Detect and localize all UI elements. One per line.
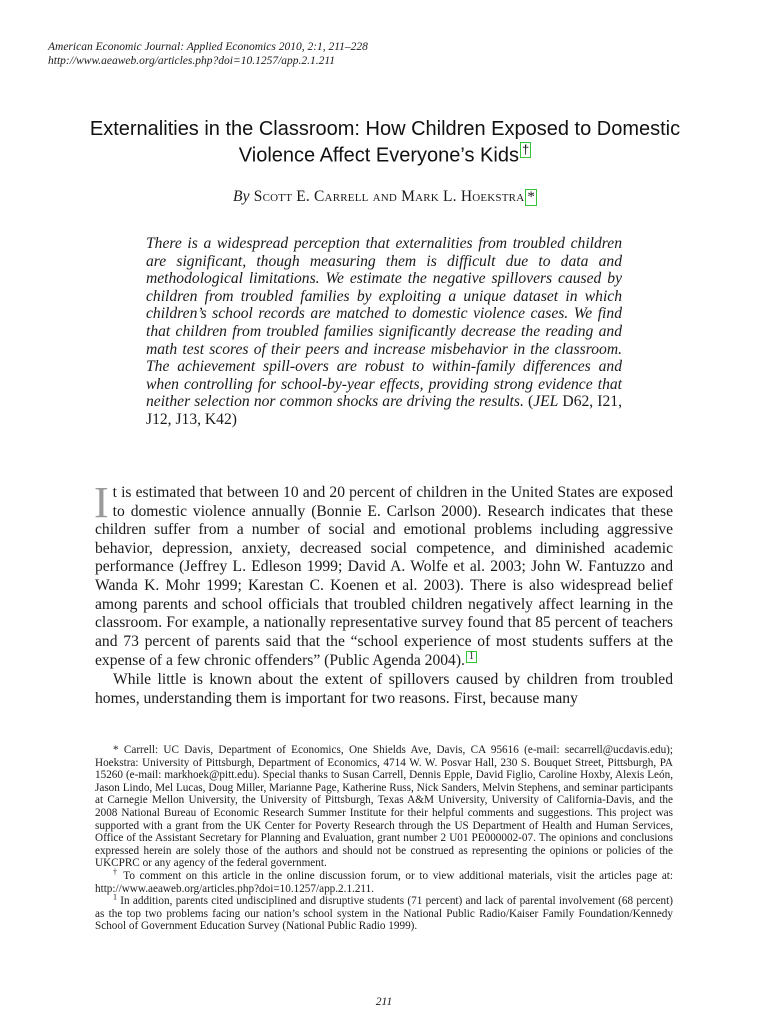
journal-citation: American Economic Journal: Applied Economics 2010, 2:1, 211–228 — [48, 41, 368, 53]
abstract-text: There is a widespread perception that externalities from troubled children are significant, though measuring them is difficult due to data and methodological limitations. We estimate the negative spillovers caused by children from troubled families by exploiting a unique dataset in which children’s school records are matched to domestic violence cases. We find that children from troubled families significantly decrease the reading and math test scores of their peers and increase misbehavior in the classroom. The achievement spill-overs are robust to within-family differences and when controlling for school-by-year effects, providing strong evidence that neither selection nor common shocks are driving the results. — [146, 235, 622, 411]
article-title-text: Externalities in the Classroom: How Children Exposed to Domestic Violence Affect Everyone’s Kids — [89, 118, 681, 167]
byline-and: and — [372, 188, 398, 205]
byline — [60, 188, 710, 206]
article-title — [60, 116, 710, 169]
paragraph-2: While little is known about the extent of spillovers caused by children from troubled homes, understanding them is important for two reasons. First, because many — [95, 671, 673, 707]
page-number: 211 — [375, 996, 393, 1008]
footnotes — [95, 744, 673, 933]
body-text — [94, 478, 673, 708]
paragraph-1 — [94, 478, 673, 671]
jel-label: JEL — [533, 393, 559, 411]
title-dagger-link[interactable]: † — [521, 142, 530, 157]
byline-by: By — [232, 188, 250, 205]
footnote-1 — [95, 892, 673, 933]
jel-open: ( — [527, 393, 534, 411]
journal-header — [48, 40, 728, 68]
author-hoekstra: Mark L. Hoekstra — [401, 188, 525, 205]
author-carrell: Scott E. Carrell — [253, 188, 369, 205]
footnote-1-text: In addition, parents cited undisciplined and disruptive students (71 percent) and lack of parental involvement (68 percent) as the top two problems facing our nation’s school system in the National Public Radio/Kaiser Family Foundation/Kennedy School of Government Education Survey (National Public Radio 1999). — [95, 895, 673, 933]
doi-link[interactable]: http://www.aeaweb.org/articles.php?doi=10.1257/app.2.1.211 — [48, 55, 336, 67]
footnote-star: * Carrell: UC Davis, Department of Economics, One Shields Ave, Davis, CA 95616 (e-mail: secarrell@ucdavis.edu); Hoekstra: University of Pittsburgh, Department of Economics, 4714 W. W. Posvar Hall, 230 S. Bouquet Street, Pittsburgh, PA 15260 (e-mail: markhoek@pitt.edu). Special thanks to Susan Carrell, Dennis Epple, David Figlio, Caroline Hoxby, Alexis León, Jason Lindo, Mel Lucas, Doug Miller, Marianne Page, Katherine Russ, Nick Sanders, Melvin Stephens, and seminar participants at Carnegie Mellon University, the University of Pittsburgh, Texas A&M University, University of California-Davis, and the 2008 National Bureau of Economic Research Summer Institute for their helpful comments and suggestions. This project was supported with a grant from the UK Center for Poverty Research through the US Department of Health and Human Services, Office of the Assistant Secretary for Planning and Evaluation, grant number 2 U01 PE000002-07. The opinions and conclusions expressed herein are solely those of the authors and should not be construed as representing the opinions or policies of the UKCPRC or any agency of the federal government. — [95, 744, 673, 870]
footnote-dagger-mark: † — [113, 867, 119, 877]
paragraph-1-text: t is estimated that between 10 and 20 percent of children in the United States are exposed to domestic violence annually (Bonnie E. Carlson 2000). Research indicates that these children suffer from a number of social and emotional problems including aggressive behavior, depression, anxiety, decreased social competence, and diminished academic performance (Jeffrey L. Edleson 1999; David A. Wolfe et al. 2003; John W. Fantuzzo and Wanda K. Mohr 1999; Karestan C. Koenen et al. 2003). There is also widespread belief among parents and school officials that troubled children negatively affect learning in the classroom. For example, a nationally representative survey found that 85 percent of teachers and 73 percent of parents said that the “school experience of most students suffers at the expense of a few chronic offenders” (Public Agenda 2004). — [95, 484, 673, 670]
author-footnote-link[interactable]: * — [527, 189, 536, 205]
drop-cap: I — [94, 478, 109, 527]
footnote-dagger-text: To comment on this article in the online discussion forum, or to view additional materials, visit the articles page at: http://www.aeaweb.org/articles.php?doi=10.1257/app.2.1.211. — [95, 869, 674, 895]
abstract — [146, 235, 622, 429]
footnote-1-link[interactable]: 1 — [466, 651, 477, 663]
footnote-1-mark: 1 — [113, 892, 117, 902]
footnote-dagger — [95, 867, 674, 895]
jel-codes: D62, I21, J12, J13, K42) — [146, 393, 622, 428]
